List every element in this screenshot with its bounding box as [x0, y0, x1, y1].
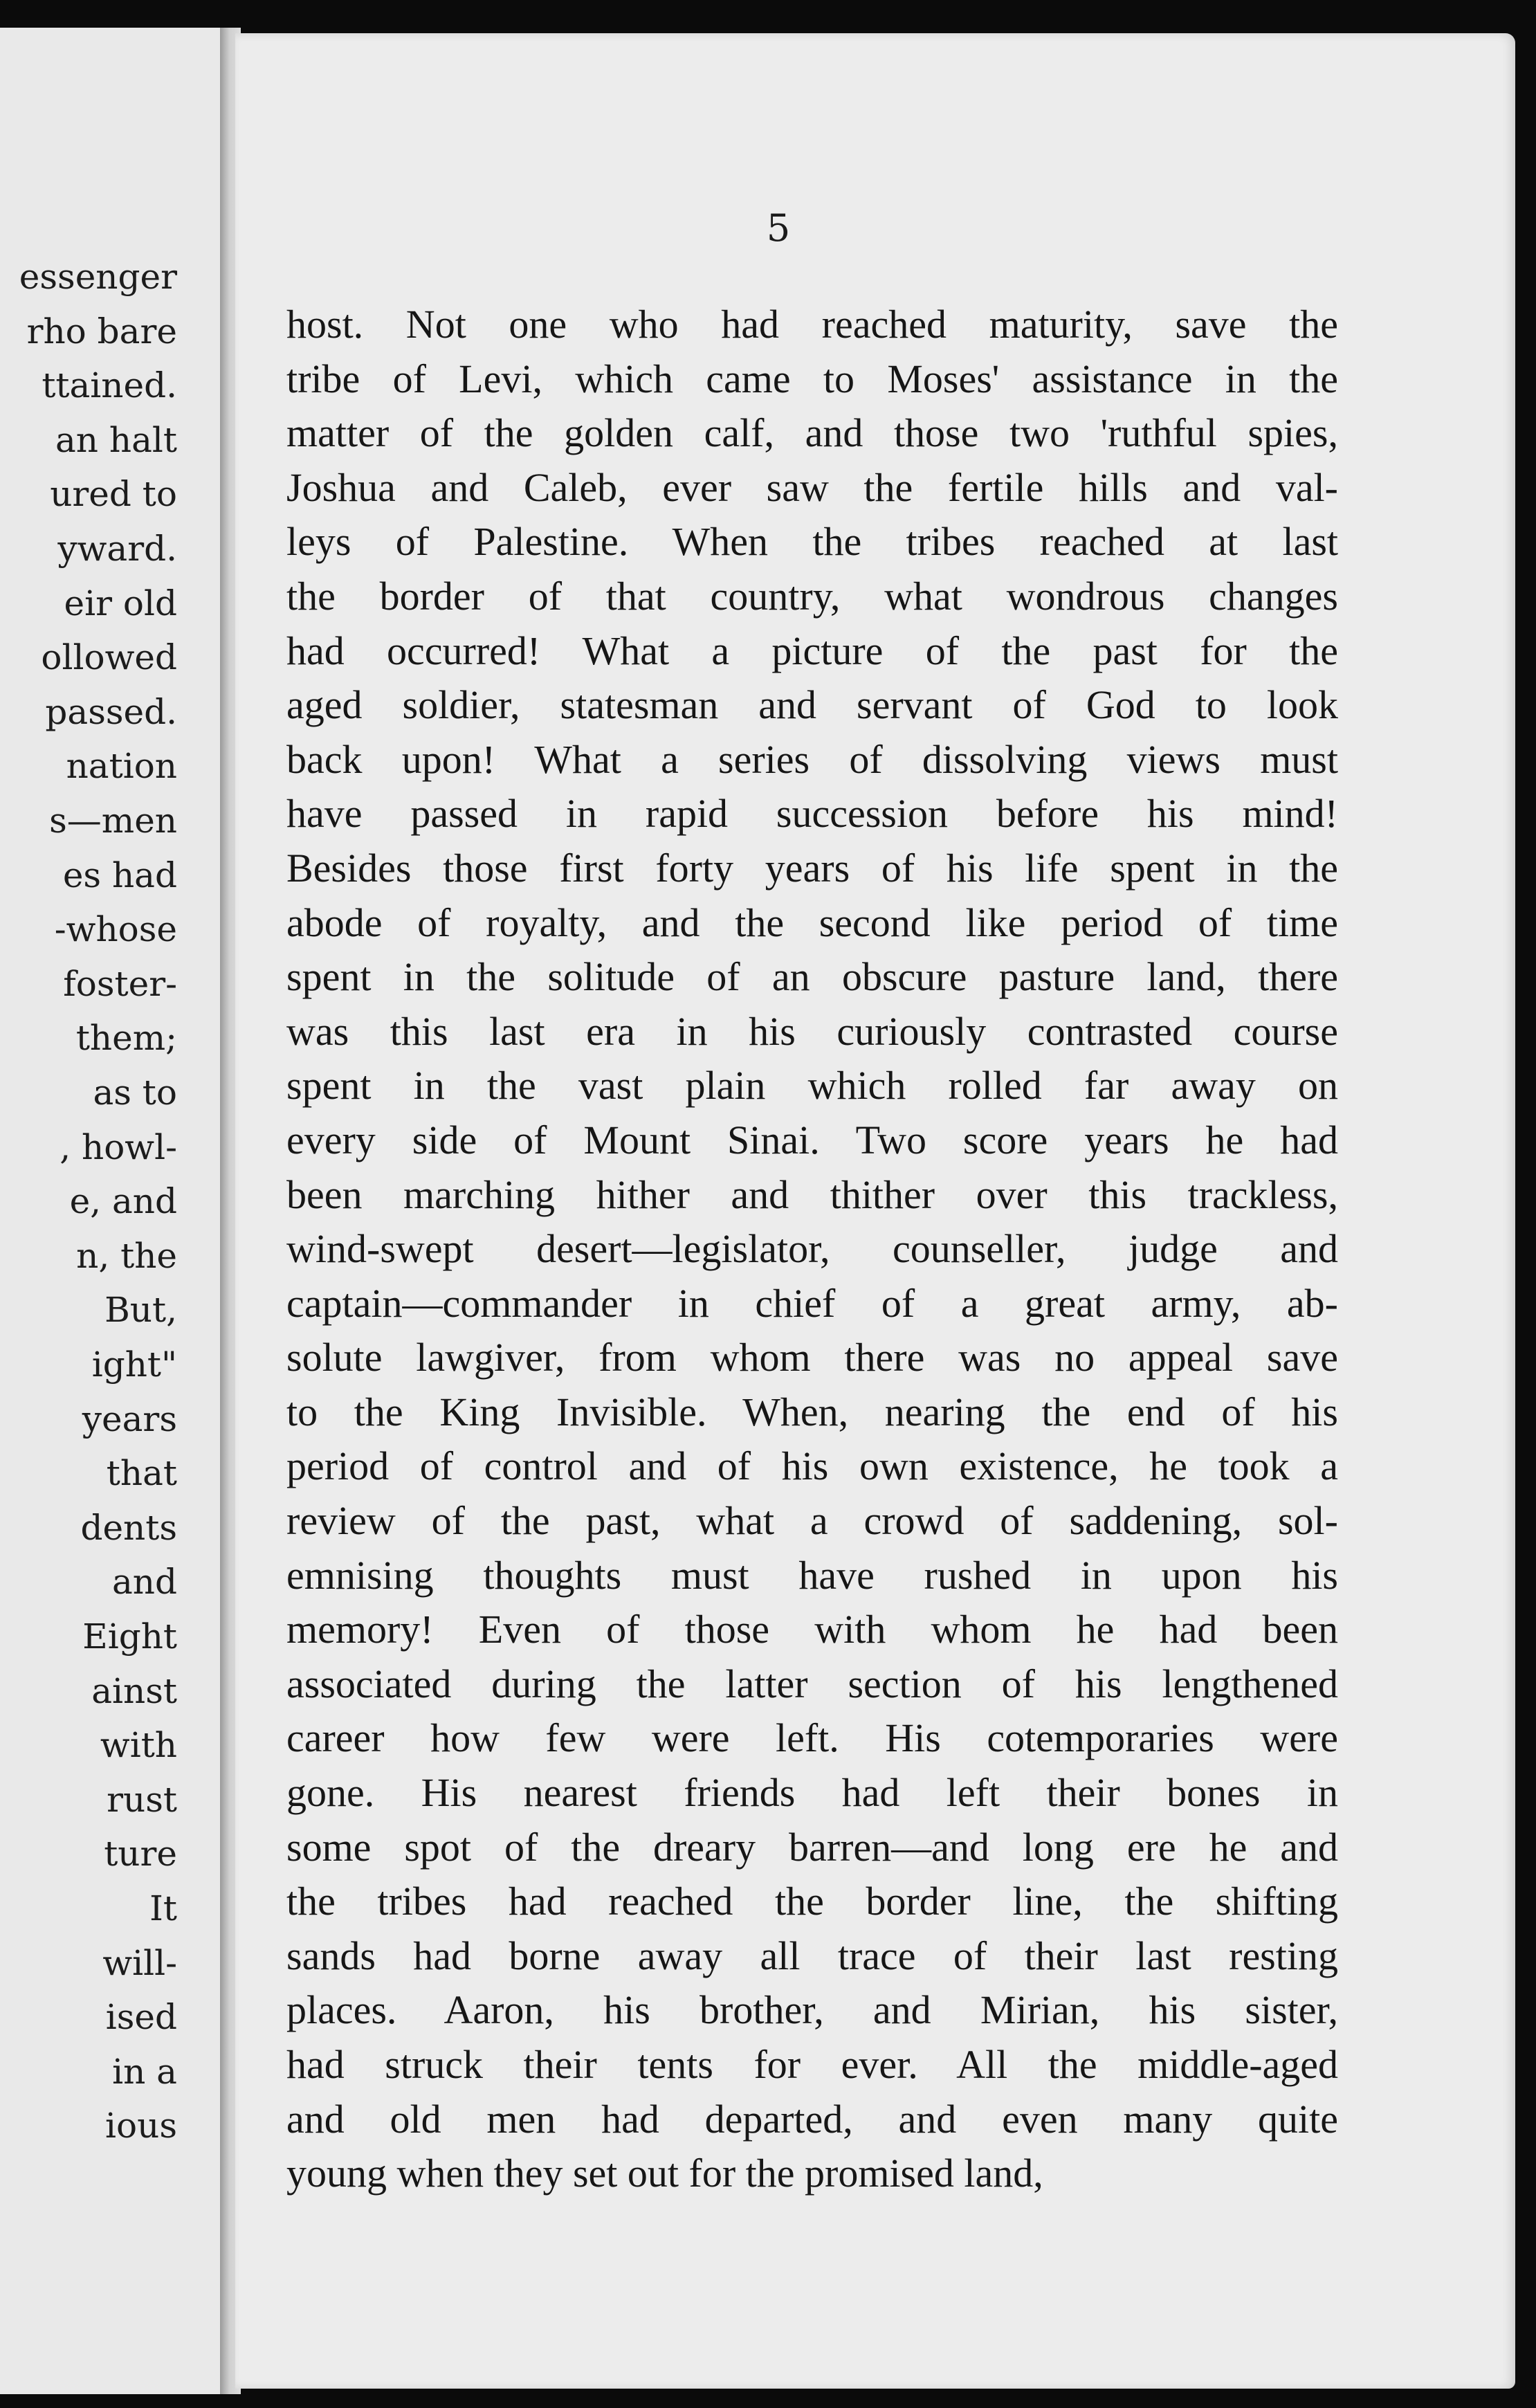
- facing-line-fragment: ollowed: [41, 637, 177, 678]
- text-line: back upon! What a series of dissolving views must: [286, 736, 1338, 782]
- facing-line-fragment: ight": [91, 1344, 177, 1385]
- facing-line-fragment: But,: [104, 1290, 177, 1331]
- facing-line-fragment: an halt: [55, 419, 177, 460]
- facing-line-fragment: in a: [112, 2051, 177, 2092]
- facing-line-fragment: essenger: [19, 257, 177, 297]
- facing-line-fragment: yward.: [57, 529, 177, 569]
- facing-line-fragment: ured to: [50, 474, 177, 515]
- facing-line-fragment: , howl-: [60, 1127, 177, 1167]
- facing-line-fragment: foster-: [63, 963, 177, 1004]
- facing-page-partial: [0, 28, 220, 2394]
- facing-line-fragment: es had: [62, 855, 177, 895]
- text-line: host. Not one who had reached maturity, save the: [286, 302, 1338, 347]
- facing-line-fragment: dents: [80, 1507, 177, 1548]
- facing-line-fragment: nation: [66, 746, 177, 787]
- text-line: had occurred! What a picture of the past for the: [286, 628, 1338, 673]
- text-line: memory! Even of those with whom he had been: [286, 1607, 1338, 1652]
- facing-line-fragment: ainst: [91, 1670, 177, 1711]
- text-line: been marching hither and thither over this trackless,: [286, 1171, 1338, 1217]
- text-line: leys of Palestine. When the tribes reached at last: [286, 519, 1338, 565]
- text-line: the border of that country, what wondrous changes: [286, 573, 1338, 619]
- facing-line-fragment: ious: [105, 2106, 177, 2146]
- facing-line-fragment: ttained.: [42, 365, 177, 406]
- facing-line-fragment: them;: [75, 1018, 177, 1059]
- text-line: the tribes had reached the border line, the shifting: [286, 1879, 1338, 1924]
- text-line: sands had borne away all trace of their last resting: [286, 1933, 1338, 1978]
- text-line: aged soldier, statesman and servant of God to look: [286, 682, 1338, 728]
- facing-line-fragment: ture: [104, 1834, 177, 1875]
- text-line: some spot of the dreary barren—and long ere he and: [286, 1824, 1338, 1870]
- book-page: [235, 33, 1515, 2389]
- text-line: emnising thoughts must have rushed in upon his: [286, 1552, 1338, 1598]
- facing-line-fragment: years: [82, 1398, 177, 1439]
- text-line: gone. His nearest friends had left their bones in: [286, 1770, 1338, 1816]
- text-line: have passed in rapid succession before his mind!: [286, 791, 1338, 837]
- facing-line-fragment: ised: [105, 1997, 177, 2038]
- text-line: to the King Invisible. When, nearing the end of his: [286, 1389, 1338, 1434]
- text-line: period of control and of his own existence, he took a: [286, 1443, 1338, 1489]
- text-line: Joshua and Caleb, ever saw the fertile hills and val-: [286, 464, 1338, 510]
- facing-line-fragment: n, the: [76, 1235, 177, 1276]
- facing-line-fragment: eir old: [64, 583, 177, 623]
- facing-line-fragment: rho bare: [26, 311, 177, 352]
- facing-line-fragment: will-: [102, 1942, 177, 1983]
- text-line: career how few were left. His cotemporaries were: [286, 1715, 1338, 1761]
- text-line: review of the past, what a crowd of saddening, sol-: [286, 1498, 1338, 1544]
- text-line: solute lawgiver, from whom there was no appeal save: [286, 1335, 1338, 1380]
- facing-line-fragment: and: [111, 1562, 177, 1603]
- text-line: tribe of Levi, which came to Moses' assistance in the: [286, 356, 1338, 401]
- facing-line-fragment: rust: [107, 1779, 177, 1820]
- facing-line-fragment: -whose: [54, 909, 177, 950]
- facing-line-fragment: passed.: [45, 691, 177, 732]
- facing-line-fragment: e, and: [69, 1181, 177, 1222]
- text-line: captain—commander in chief of a great army, ab-: [286, 1280, 1338, 1326]
- text-line: associated during the latter section of his lengthened: [286, 1661, 1338, 1706]
- text-line: Besides those first forty years of his life spent in the: [286, 845, 1338, 891]
- text-line: abode of royalty, and the second like period of time: [286, 900, 1338, 945]
- text-line: and old men had departed, and even many quite: [286, 2096, 1338, 2142]
- facing-line-fragment: It: [149, 1888, 177, 1928]
- text-line: every side of Mount Sinai. Two score years he had: [286, 1117, 1338, 1162]
- text-line: places. Aaron, his brother, and Mirian, his sister,: [286, 1987, 1338, 2033]
- text-line: spent in the solitude of an obscure pasture land, there: [286, 954, 1338, 1000]
- page-number: 5: [766, 206, 791, 250]
- facing-line-fragment: Eight: [82, 1616, 177, 1657]
- facing-line-fragment: that: [106, 1453, 177, 1494]
- text-line: matter of the golden calf, and those two 'ruthful spies,: [286, 410, 1338, 456]
- body-text: [286, 298, 1338, 2201]
- facing-line-fragment: with: [100, 1725, 177, 1766]
- facing-line-fragment: as to: [93, 1073, 177, 1113]
- text-line: wind-swept desert—legislator, counseller, judge and: [286, 1226, 1338, 1272]
- text-line: spent in the vast plain which rolled far away on: [286, 1063, 1338, 1109]
- text-line: had struck their tents for ever. All the middle-aged: [286, 2042, 1338, 2087]
- facing-line-fragment: s—men: [49, 801, 177, 841]
- text-line: was this last era in his curiously contrasted course: [286, 1008, 1338, 1054]
- text-line: young when they set out for the promised land,: [286, 2151, 1043, 2196]
